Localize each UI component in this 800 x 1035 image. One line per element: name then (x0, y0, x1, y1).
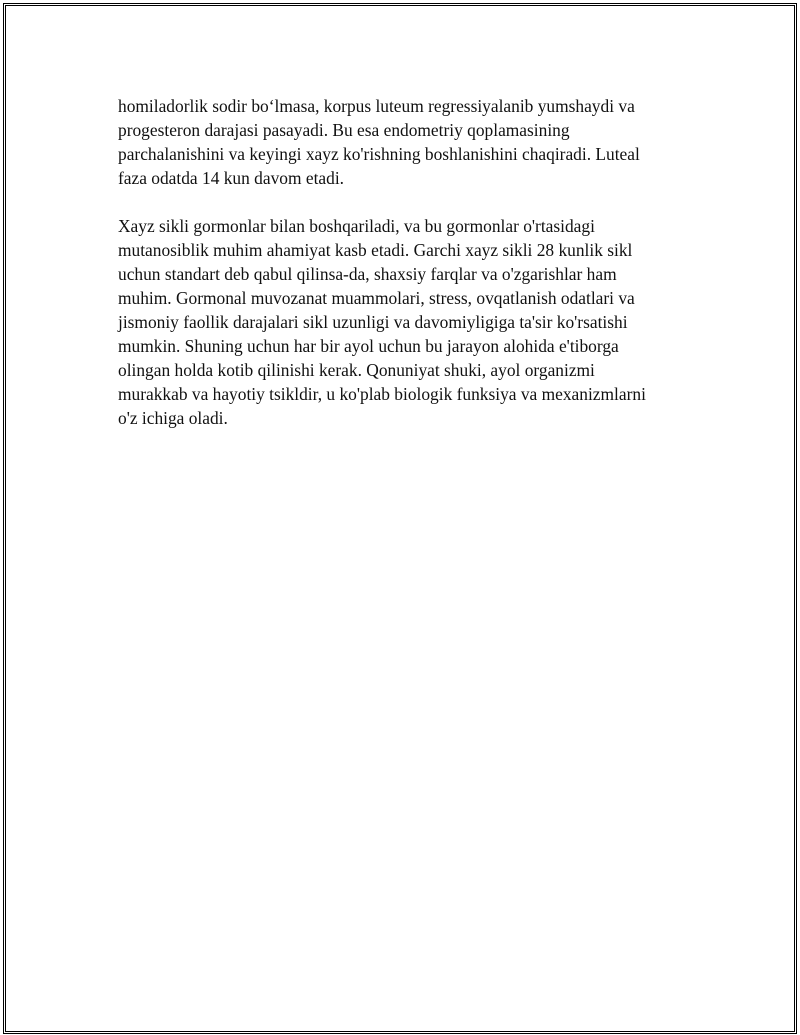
paragraph-line: parchalanishini va keyingi xayz ko'rishning boshlanishini chaqiradi. Luteal (118, 144, 640, 164)
paragraph-line: homiladorlik sodir bo‘lmasa, korpus luteum regressiyalanib yumshaydi va (118, 96, 635, 116)
paragraph-line: olingan holda kotib qilinishi kerak. Qonuniyat shuki, ayol organizmi (118, 360, 595, 380)
paragraph-line: jismoniy faollik darajalari sikl uzunligi va davomiyligiga ta'sir ko'rsatishi (118, 312, 628, 332)
paragraph-line: murakkab va hayotiy tsikldir, u ko'plab biologik funksiya va mexanizmlarni (118, 384, 646, 404)
paragraph-line: mumkin. Shuning uchun har bir ayol uchun bu jarayon alohida e'tiborga (118, 336, 619, 356)
paragraph-line: muhim. Gormonal muvozanat muammolari, stress, ovqatlanish odatlari va (118, 288, 635, 308)
paragraph-line: uchun standart deb qabul qilinsa-da, shaxsiy farqlar va o'zgarishlar ham (118, 264, 617, 284)
paragraph-1 (118, 94, 688, 190)
paragraph-line: o'z ichiga oladi. (118, 408, 228, 428)
document-body (118, 94, 688, 454)
paragraph-line: progesteron darajasi pasayadi. Bu esa endometriy qoplamasining (118, 120, 570, 140)
paragraph-line: mutanosiblik muhim ahamiyat kasb etadi. Garchi xayz sikli 28 kunlik sikl (118, 240, 633, 260)
paragraph-2 (118, 214, 688, 430)
paragraph-line: faza odatda 14 kun davom etadi. (118, 168, 344, 188)
paragraph-line: Xayz sikli gormonlar bilan boshqariladi, va bu gormonlar o'rtasidagi (118, 216, 595, 236)
